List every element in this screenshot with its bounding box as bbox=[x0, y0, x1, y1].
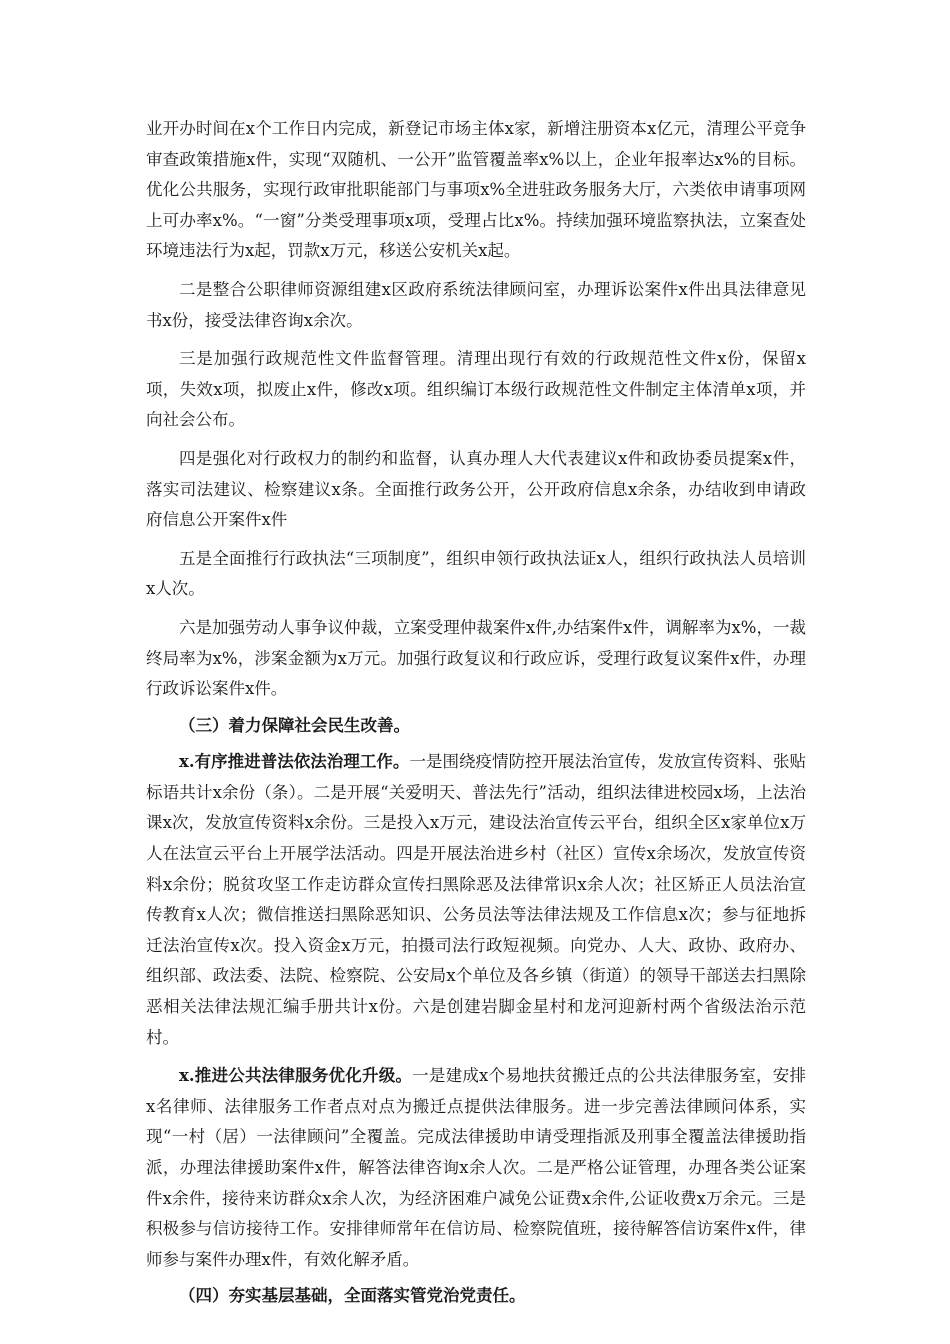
paragraph-item-2: 二是整合公职律师资源组建x区政府系统法律顾问室，办理诉讼案件x件出具法律意见书x份，接受法律咨询x余次。 bbox=[146, 279, 806, 330]
paragraph-lead: x.推进公共法律服务优化升级。 bbox=[179, 1066, 413, 1086]
paragraph-item-4: 四是强化对行政权力的制约和监督，认真办理人大代表建议x件和政协委员提案x件，落实司法建议、检察建议x条。全面推行政务公开，公开政府信息x余条，办结收到申请政府信息公开案件x件 bbox=[146, 448, 806, 530]
paragraph-body: 一是围绕疫情防控开展法治宣传，发放宣传资料、张贴标语共计x余份（条）。二是开展“关爱明天、普法先行”活动，组织法律进校园x场，上法治课x次，发放宣传资料x余份。三是投入x万元，建设法治宣传云平台，组织全区x家单位x万人在法宣云平台上开展学法活动。四是开展法治进乡村（社区）宣传x余场次，发放宣传资料x余份；脱贫攻坚工作走访群众宣传扫黑除恶及法律常识x余人次；社区矫正人员法治宣传教育x人次；微信推送扫黑除恶知识、公务员法等法律法规及工作信息x次；参与征地拆迁法治宣传x次。投入资金x万元，拍摄司法行政短视频。向党办、人大、政协、政府办、组织部、政法委、法院、检察院、公安局x个单位及各乡镇（街道）的领导干部送去扫黑除恶相关法律法规汇编手册共计x份。六是创建岩脚金星村和龙河迎新村两个省级法治示范村。 bbox=[146, 752, 807, 1047]
paragraph-body: 一是建成x个易地扶贫搬迁点的公共法律服务室，安排x名律师、法律服务工作者点对点为搬迁点提供法律服务。进一步完善法律顾问体系，实现“一村（居）一法律顾问”全覆盖。完成法律援助申请受理指派及刑事全覆盖法律援助指派，办理法律援助案件x件，解答法律咨询x余人次。二是严格公证管理，办理各类公证案件x余件，接待来访群众x余人次，为经济困难户减免公证费x余件,公证收费x万余元。三是积极参与信访接待工作。安排律师常年在信访局、检察院值班，接待解答信访案件x件，律师参与案件办理x件，有效化解矛盾。 bbox=[146, 1066, 806, 1269]
paragraph-legal-education bbox=[146, 747, 806, 1053]
paragraph-continued: 业开办时间在x个工作日内完成，新登记市场主体x家，新增注册资本x亿元，清理公平竞争审查政策措施x件，实现“双随机、一公开”监管覆盖率x%以上，企业年报率达x%的目标。优化公共服务，实现行政审批职能部门与事项x%全进驻政务服务大厅，六类依申请事项网上可办率x%。“一窗”分类受理事项x项，受理占比x%。持续加强环境监察执法，立案查处环境违法行为x起，罚款x万元，移送公安机关x起。 bbox=[146, 119, 806, 261]
paragraph-item-3: 三是加强行政规范性文件监督管理。清理出现行有效的行政规范性文件x份，保留x项，失效x项，拟废止x件，修改x项。组织编订本级行政规范性文件制定主体清单x项，并向社会公布。 bbox=[146, 349, 806, 430]
section-heading-3: （三）着力保障社会民生改善。 bbox=[179, 715, 410, 735]
section-heading-4: （四）夯实基层基础，全面落实管党治党责任。 bbox=[179, 1286, 526, 1306]
paragraph-item-5: 五是全面推行行政执法“三项制度”，组织申领行政执法证x人，组织行政执法人员培训x人次。 bbox=[146, 548, 806, 599]
paragraph-lead: x.有序推进普法依法治理工作。 bbox=[179, 752, 410, 772]
document-page bbox=[146, 114, 806, 1318]
paragraph-item-6: 六是加强劳动人事争议仲裁，立案受理仲裁案件x件,办结案件x件，调解率为x%，一裁终局率为x%，涉案金额为x万元。加强行政复议和行政应诉，受理行政复议案件x件，办理行政诉讼案件x件。 bbox=[146, 617, 806, 699]
paragraph-legal-service bbox=[146, 1061, 806, 1275]
